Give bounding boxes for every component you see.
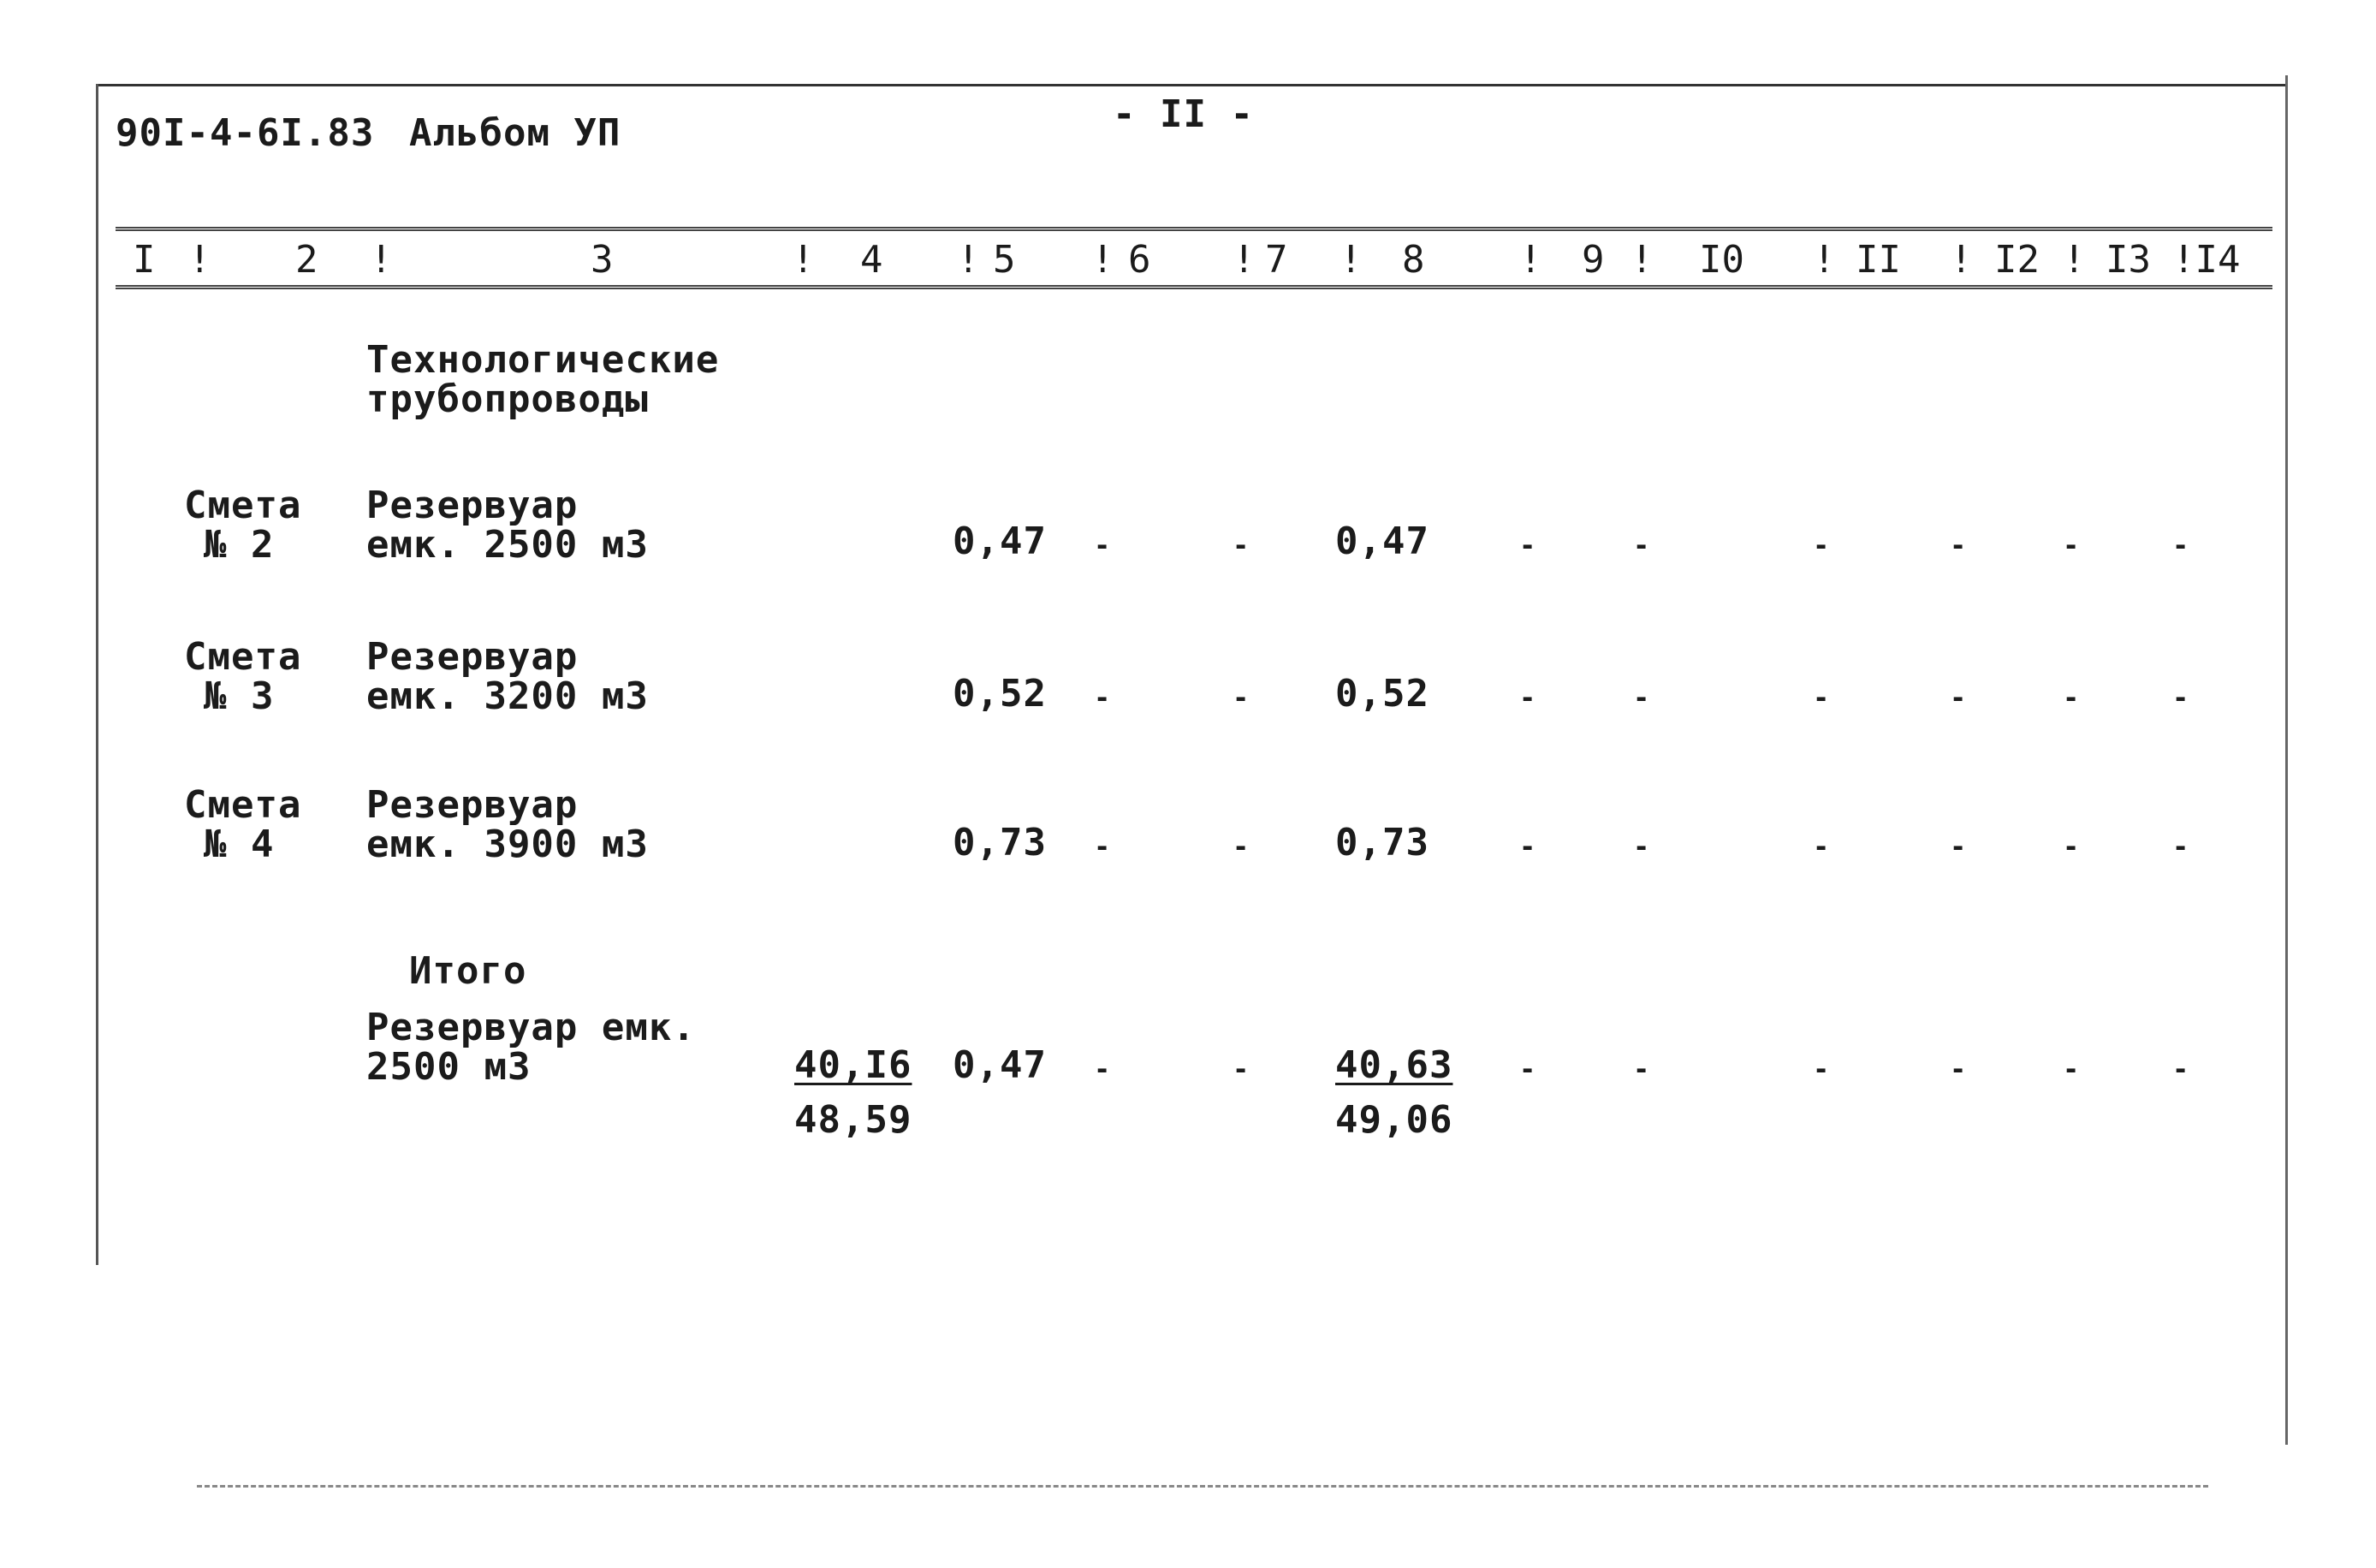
value-col-8: 0,52 [1335, 672, 1429, 716]
dash-col-11: - [1813, 529, 1830, 561]
col-sep: ! [1233, 238, 1256, 282]
col-num-2: 2 [295, 238, 318, 282]
col-num-3: 3 [591, 238, 614, 282]
col-num-13: I3 [2106, 238, 2151, 282]
total-label: Итого [409, 949, 527, 993]
frame-top-border [96, 84, 2287, 86]
col-num-1: I [133, 238, 156, 282]
estimate-label: Смета [184, 635, 302, 679]
col-num-8: 8 [1402, 238, 1425, 282]
col-sep: ! [1519, 238, 1542, 282]
dash-col-6: - [1094, 529, 1111, 561]
dash-col-12: - [1950, 1053, 1967, 1085]
total-name-line-1: Резервуар емк. [366, 1006, 696, 1049]
dash-col-7: - [1233, 529, 1250, 561]
dash-col-14: - [2172, 830, 2189, 863]
dash-col-9: - [1519, 681, 1536, 714]
dash-col-12: - [1950, 830, 1967, 863]
value-col-8: 0,73 [1335, 821, 1429, 864]
col-num-11: II [1856, 238, 1901, 282]
item-name-line-2: емк. 3900 м3 [366, 823, 649, 866]
col-num-12: I2 [1994, 238, 2040, 282]
col-sep: ! [370, 238, 393, 282]
total-col-8-bottom: 49,06 [1335, 1098, 1453, 1142]
dash-col-9: - [1519, 529, 1536, 561]
col-sep: ! [957, 238, 980, 282]
dash-col-13: - [2063, 830, 2080, 863]
col-num-4: 4 [860, 238, 883, 282]
item-name-line-1: Резервуар [366, 783, 579, 827]
dash-col-11: - [1813, 830, 1830, 863]
dash-col-13: - [2063, 529, 2080, 561]
scan-bottom-line [197, 1485, 2208, 1488]
col-sep: ! [1631, 238, 1654, 282]
value-col-5: 0,52 [953, 672, 1047, 716]
col-sep: ! [1339, 238, 1363, 282]
item-name-line-1: Резервуар [366, 635, 579, 679]
total-col-4-bottom: 48,59 [794, 1098, 912, 1142]
estimate-number: № 4 [204, 823, 275, 866]
dash-col-14: - [2172, 1053, 2189, 1085]
header-rule-top [116, 227, 2272, 231]
dash-col-14: - [2172, 529, 2189, 561]
col-num-9: 9 [1582, 238, 1605, 282]
dash-col-10: - [1633, 681, 1650, 714]
estimate-label: Смета [184, 783, 302, 827]
dash-col-10: - [1633, 529, 1650, 561]
album-label: Альбом УП [409, 111, 621, 155]
dash-col-12: - [1950, 529, 1967, 561]
value-col-5: 0,47 [953, 520, 1047, 563]
dash-col-7: - [1233, 681, 1250, 714]
col-sep: ! [1813, 238, 1836, 282]
col-sep: ! [792, 238, 815, 282]
dash-col-9: - [1519, 1053, 1536, 1085]
estimate-number: № 2 [204, 523, 275, 567]
dash-col-10: - [1633, 1053, 1650, 1085]
col-num-5: 5 [993, 238, 1016, 282]
col-sep: ! [1950, 238, 1973, 282]
dash-col-14: - [2172, 681, 2189, 714]
col-sep: ! [188, 238, 211, 282]
header-rule-bottom [116, 285, 2272, 289]
total-col-8-top: 40,63 [1335, 1043, 1453, 1087]
item-name-line-2: емк. 2500 м3 [366, 523, 649, 567]
dash-col-12: - [1950, 681, 1967, 714]
frame-left-border [96, 84, 98, 1265]
total-col-5: 0,47 [953, 1043, 1047, 1087]
total-name-line-2: 2500 м3 [366, 1045, 532, 1089]
dash-col-13: - [2063, 1053, 2080, 1085]
section-title-line-1: Технологические [366, 338, 720, 382]
col-num-14: !I4 [2172, 238, 2241, 282]
item-name-line-2: емк. 3200 м3 [366, 674, 649, 718]
dash-col-6: - [1094, 1053, 1111, 1085]
value-col-8: 0,47 [1335, 520, 1429, 563]
dash-col-9: - [1519, 830, 1536, 863]
document-code: 90I-4-6I.83 [116, 111, 375, 155]
col-num-6: 6 [1128, 238, 1151, 282]
dash-col-10: - [1633, 830, 1650, 863]
col-sep: ! [1091, 238, 1114, 282]
section-title-line-2: трубопроводы [366, 377, 649, 421]
dash-col-6: - [1094, 830, 1111, 863]
dash-col-7: - [1233, 830, 1250, 863]
item-name-line-1: Резервуар [366, 484, 579, 527]
dash-col-11: - [1813, 681, 1830, 714]
value-col-5: 0,73 [953, 821, 1047, 864]
dash-col-6: - [1094, 681, 1111, 714]
dash-col-11: - [1813, 1053, 1830, 1085]
estimate-label: Смета [184, 484, 302, 527]
col-num-10: I0 [1699, 238, 1744, 282]
dash-col-13: - [2063, 681, 2080, 714]
estimate-number: № 3 [204, 674, 275, 718]
col-sep: ! [2063, 238, 2086, 282]
dash-col-7: - [1233, 1053, 1250, 1085]
total-col-4-top: 40,I6 [794, 1043, 912, 1087]
frame-right-border [2285, 75, 2288, 1445]
page-number: - II - [1113, 92, 1254, 136]
col-num-7: 7 [1265, 238, 1288, 282]
